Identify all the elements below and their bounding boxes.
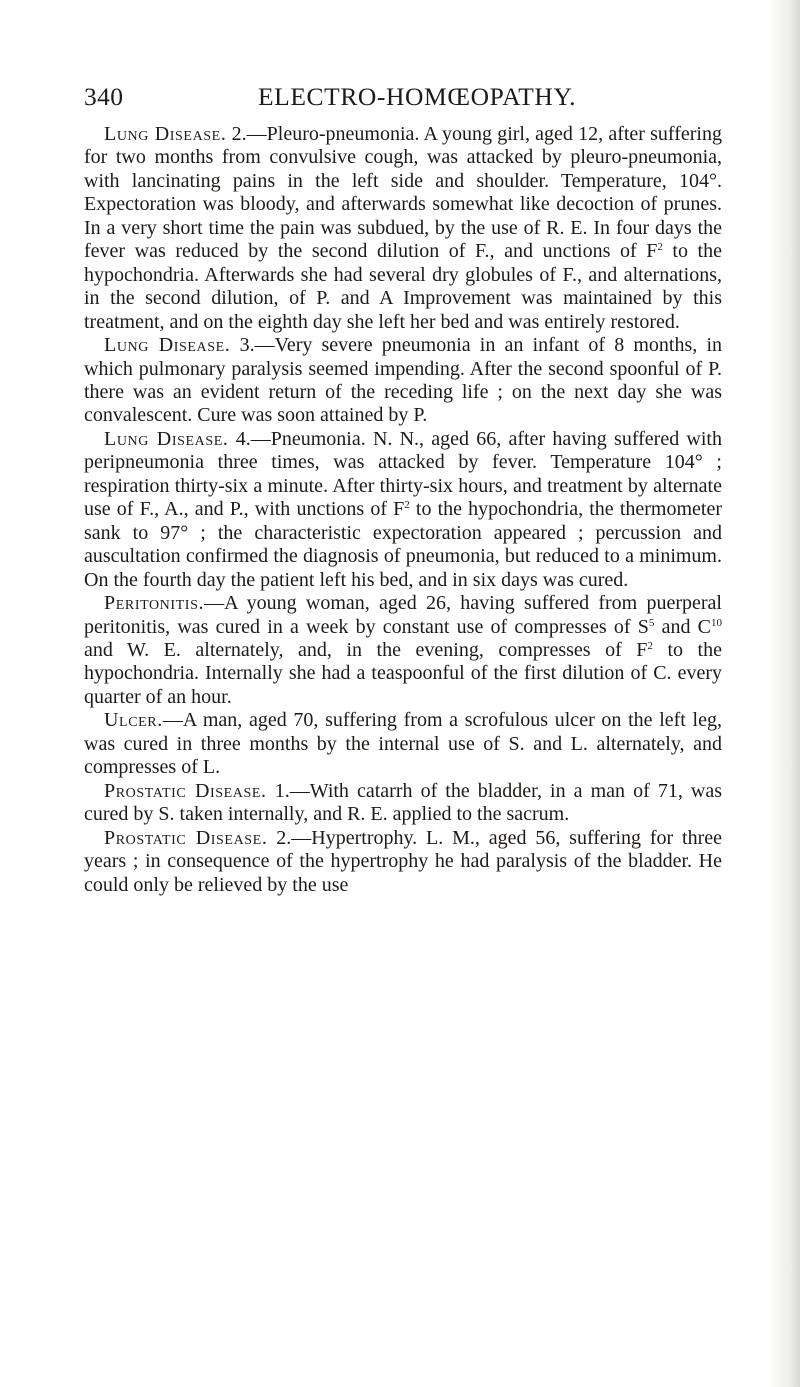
case-text: 3.—Very severe pneumonia in an infant of 8 months, in which pulmonary paralysis seemed impending. After the second spoonful of P. there was an evident return of the receding life ; on the next day she was convalescent. Cure was soon attained by P. <box>84 334 723 427</box>
superscript: 5 <box>648 616 655 629</box>
case-text: —A man, aged 70, suffering from a scrofulous ulcer on the left leg, was cured in three months by the internal use of S. and L. alternately, and compresses of L. <box>84 709 722 779</box>
case-paragraph <box>84 428 722 592</box>
case-text: 2.—Pleuro-pneumonia. A young girl, aged 12, after suffering for two months from convulsive cough, was attacked by pleuro-pneumonia, with lancinating pains in the left side and shoulder. Temperature, 104°. Expectoration was bloody, and afterwards somewhat like decoction of prunes. In a very short time the pain was subdued, by the use of R. E. In four days the fever was reduced by the second dilution of F., and unctions of F <box>84 123 722 263</box>
case-text: to the hypochondria, the thermometer sank to 97° ; the characteristic expectoration appeared ; percussion and auscultation confirmed the diagnosis of pneumonia, but reduced to a minimum. On the fourth day the patient left his bed, and in six days was cured. <box>84 498 722 591</box>
case-text: —A young woman, aged 26, having suffered from puerperal peritonitis, was cured in a week by constant use of compresses of S <box>84 592 722 638</box>
superscript: 2 <box>657 241 663 254</box>
page-edge-shadow <box>790 0 800 1387</box>
case-text: 2.—Hypertrophy. L. M., aged 56, suffering for three years ; in consequence of the hypertrophy he had paralysis of the bladder. He could only be relieved by the use <box>84 826 722 896</box>
page-number: 340 <box>84 82 124 111</box>
case-heading: Ulcer. <box>104 709 163 732</box>
case-text: and W. E. alternately, and, in the evening, compresses of F <box>84 638 648 661</box>
case-paragraph <box>84 709 722 779</box>
case-heading: Lung Disease. <box>104 123 227 145</box>
case-text: and C <box>654 615 712 638</box>
case-text: 4.—Pneumonia. N. N., aged 66, after having suffered with peripneumonia three times, was attacked by fever. Temperature 104° ; respiration thirty-six a minute. After thirty-six hours, and treatment by alternate use of F., A., and P., with unctions of F <box>84 427 722 521</box>
superscript: 10 <box>711 616 723 629</box>
running-head: ELECTRO-HOMŒOPATHY. <box>258 82 577 111</box>
page-header <box>84 82 724 116</box>
case-heading: Lung Disease. <box>104 334 231 357</box>
case-paragraph <box>84 123 722 334</box>
case-heading: Lung Disease. <box>104 427 229 450</box>
case-heading: Peritonitis. <box>104 592 205 615</box>
case-text: to the hypochondria. Internally she had a teaspoonful of the first dilution of C. every quarter of an hour. <box>84 638 722 708</box>
case-heading: Prostatic Disease. <box>104 779 267 802</box>
case-paragraph <box>84 827 722 897</box>
case-text: 1.—With catarrh of the bladder, in a man of 71, was cured by S. taken internally, and R. E. applied to the sacrum. <box>84 779 723 826</box>
case-paragraph <box>84 592 722 709</box>
case-heading: Prostatic Disease. <box>104 826 268 849</box>
body-text <box>84 123 722 897</box>
superscript: 2 <box>404 499 410 512</box>
case-paragraph <box>84 780 722 827</box>
case-text: to the hypochondria. Afterwards she had several dry globules of F., and alternations, in the second dilution, of P. and A Improvement was maintained by this treatment, and on the eighth day she left her bed and was entirely restored. <box>84 240 722 333</box>
case-paragraph <box>84 334 722 428</box>
superscript: 2 <box>647 639 653 652</box>
